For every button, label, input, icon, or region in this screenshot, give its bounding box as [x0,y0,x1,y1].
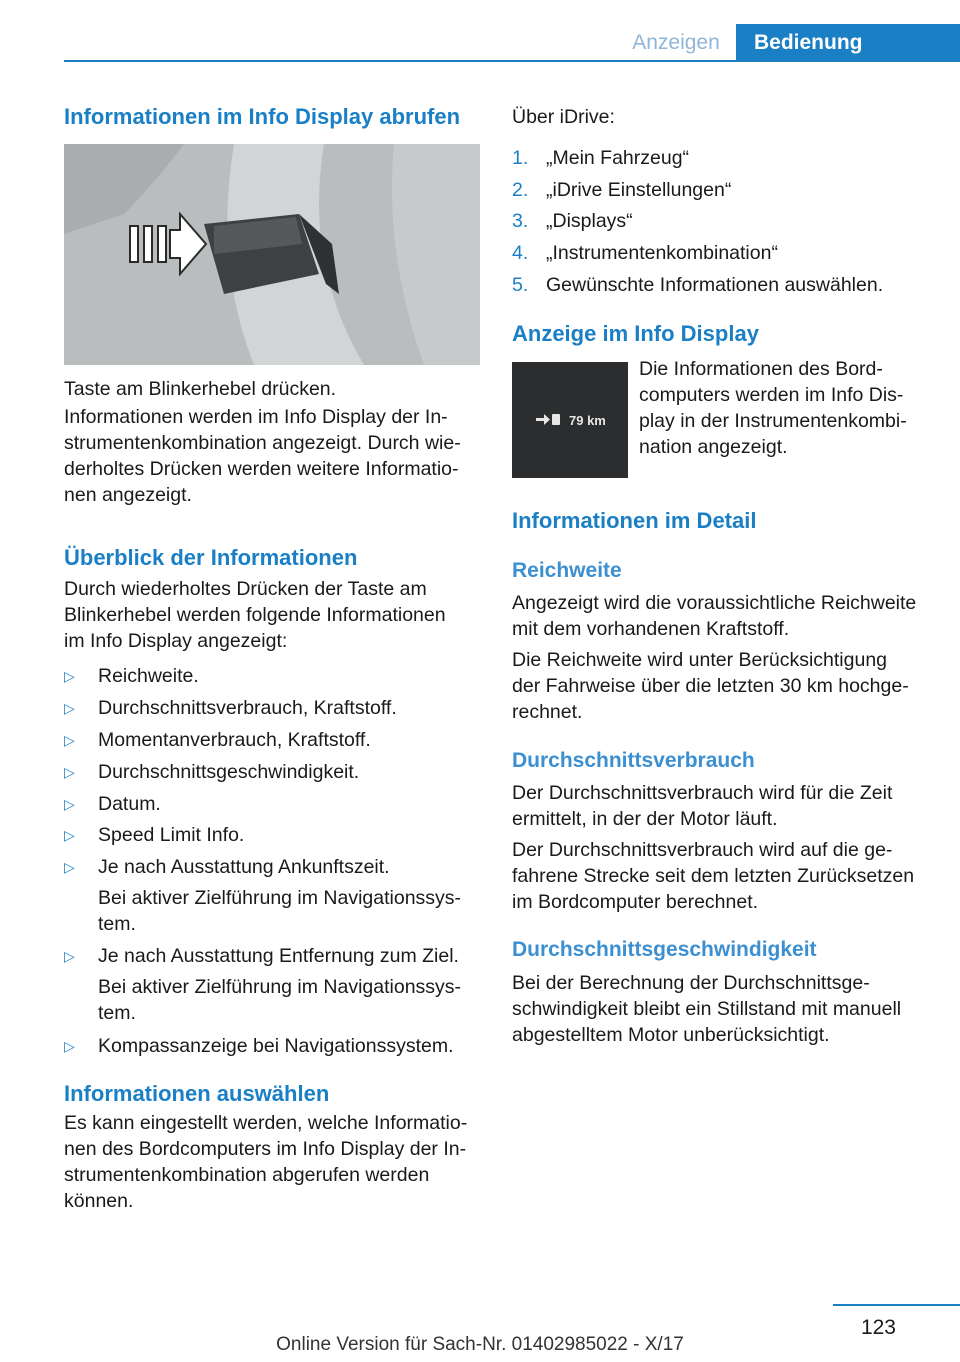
tab-anzeigen[interactable]: Anzeigen [632,31,720,54]
heading-auswaehlen: Informationen auswählen [64,1081,330,1106]
triangle-bullet-icon: ▷ [64,796,75,812]
heading-durchschnittsverbrauch: Durchschnittsverbrauch [512,749,755,772]
para-verbrauch-2 [512,837,914,915]
line: fahrene Strecke seit dem letzten Zurücksetzen [512,865,915,887]
heading-abrufen: Informationen im Info Display abrufen [64,104,461,129]
triangle-bullet-icon: ▷ [64,700,75,716]
line: können. [64,1190,134,1212]
line: im Bordcomputer berechnet. [512,891,759,913]
line: derholtes Drücken werden weitere Informatio- [64,458,459,480]
line: nen angezeigt. [64,484,192,506]
line: play in der Instrumentenkombi- [639,410,907,432]
para-taste: Taste am Blinkerhebel drücken. [64,378,337,400]
line: Die Reichweite wird unter Berücksichtigung [512,649,888,671]
line: ermittelt, in der der Motor läuft. [512,808,778,830]
para-reichweite-1 [512,590,916,642]
line: Die Informationen des Bord- [639,358,883,380]
page-number: 123 [860,1316,896,1339]
line: schwindigkeit bleibt ein Stillstand mit manuell [512,998,902,1020]
triangle-bullet-icon: ▷ [64,827,75,843]
info-display-image [512,362,628,478]
line: Informationen werden im Info Display der In- [64,406,448,428]
line: Es kann eingestellt werden, welche Informatio- [64,1112,468,1134]
list-item-sub: tem. [98,913,136,935]
heading-anzeige: Anzeige im Info Display [512,321,759,346]
para-geschwindigkeit [512,970,901,1048]
line: Der Durchschnittsverbrauch wird auf die ge- [512,839,893,861]
line: Durch wiederholtes Drücken der Taste am [64,578,427,600]
para-anzeige [639,356,907,460]
line: Angezeigt wird die voraussichtliche Reichweite [512,592,917,614]
line: Bei der Berechnung der Durchschnittsge- [512,972,870,994]
blinker-lever-photo [64,144,480,365]
triangle-bullet-icon: ▷ [64,1038,75,1054]
line: im Info Display angezeigt: [64,630,288,652]
triangle-bullet-icon: ▷ [64,764,75,780]
heading-ueberblick: Überblick der Informationen [64,545,358,570]
list-item-sub: Bei aktiver Zielführung im Navigationssys- [98,887,462,909]
triangle-bullet-icon: ▷ [64,668,75,684]
triangle-bullet-icon: ▷ [64,859,75,875]
para-ueberblick [64,576,446,654]
page-rule [833,1304,960,1306]
footer-text: Online Version für Sach-Nr. 01402985022 - X/17 [276,1334,684,1355]
line: Blinkerhebel werden folgende Informationen [64,604,446,626]
triangle-bullet-icon: ▷ [64,948,75,964]
line: mit dem vorhandenen Kraftstoff. [512,618,790,640]
line: nation angezeigt. [639,436,788,458]
para-info-werden [64,404,461,508]
line: rechnet. [512,701,583,723]
para-verbrauch-1 [512,780,892,832]
line: computers werden im Info Dis- [639,384,904,406]
line: abgestelltem Motor unberücksichtigt. [512,1024,830,1046]
line: strumentenkombination angezeigt. Durch wie- [64,432,461,454]
para-idrive: Über iDrive: [512,106,615,128]
heading-durchschnittsgeschwindigkeit: Durchschnittsgeschwindigkeit [512,938,817,961]
tab-bedienung[interactable]: Bedienung [736,24,960,62]
line: der Fahrweise über die letzten 30 km hochge- [512,675,909,697]
triangle-bullet-icon: ▷ [64,732,75,748]
line: Der Durchschnittsverbrauch wird für die Zeit [512,782,893,804]
heading-detail: Informationen im Detail [512,508,757,533]
para-auswaehlen [64,1110,467,1214]
header-rule [64,60,960,62]
line: nen des Bordcomputers im Info Display der In- [64,1138,467,1160]
list-item-sub: Bei aktiver Zielführung im Navigationssys- [98,976,462,998]
heading-reichweite: Reichweite [512,559,622,582]
para-reichweite-2 [512,647,909,725]
display-value: 79 km [569,413,606,428]
line: strumentenkombination abgerufen werden [64,1164,430,1186]
list-item-sub: tem. [98,1002,136,1024]
